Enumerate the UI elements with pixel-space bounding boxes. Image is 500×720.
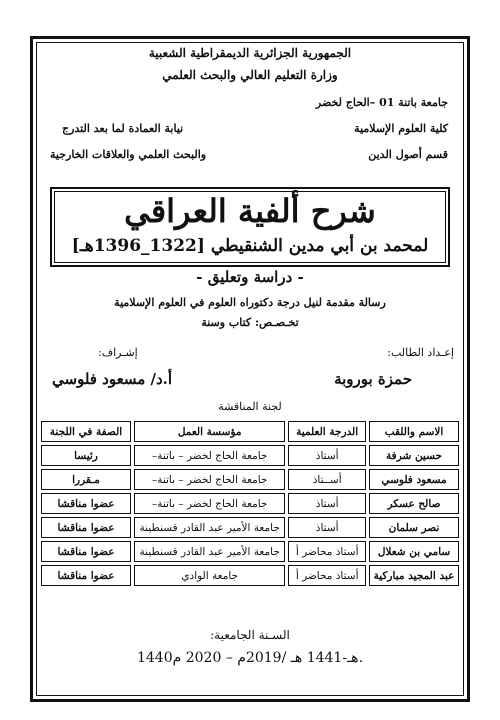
academic-year-label: السـنة الجامعية: [210,628,290,642]
research-line: والبحث العلمي والعلاقات الخارجية [50,148,207,161]
member-role: رئيسا [41,445,131,466]
table-row [41,493,459,514]
thesis-title: شرح ألفية العراقي [124,192,376,230]
member-name: عبد المجيد مباركية [369,565,459,586]
department-line: قسم أصول الدين [368,148,448,161]
thesis-specialty: تخـصـص: كتاب وسنة [201,316,299,329]
committee-title: لجنة المناقشة [218,400,282,413]
header-institution: مؤسسة العمل [134,421,285,442]
member-rank: أستاذ محاضر أ [288,541,366,562]
page-border-inner [36,42,464,696]
header-role: الصفة في اللجنة [41,421,131,442]
thesis-study-type: - دراسة وتعليق - [196,268,304,286]
member-name: صالح عسكر [369,493,459,514]
member-institution: جامعة الحاج لخضر – باتنة– [134,445,285,466]
header-name: الاسم واللقب [369,421,459,442]
ministry-line: وزارة التعليم العالي والبحث العلمي [162,68,338,82]
member-role: مـقررا [41,469,131,490]
member-name: نصر سلمان [369,517,459,538]
student-name: حمزة بوروبة [334,370,412,388]
supervision-label: إشـراف: [98,346,138,359]
faculty-line: كلية العلوم الإسلامية [354,122,448,135]
university-line: جامعة باتنة 01 –الحاج لخضر [315,96,448,109]
republic-line: الجمهورية الجزائرية الديمقراطية الشعبية [148,46,352,60]
member-rank: أستاذ [288,493,366,514]
member-name: مسعود فلوسي [369,469,459,490]
member-rank: أستاذ [288,517,366,538]
member-rank: أستاذ محاضر أ [288,565,366,586]
thesis-purpose: رسالة مقدمة لنيل درجة دكتوراه العلوم في العلوم الإسلامية [114,296,386,309]
member-institution: جامعة الأمير عبد القادر قسنطينة [134,517,285,538]
table-row [41,469,459,490]
member-name: سامي بن شعلال [369,541,459,562]
member-institution: جامعة الحاج لخضر – باتنة– [134,469,285,490]
committee-table [38,418,462,589]
prepared-by-label: إعـداد الطالب: [387,346,454,359]
academic-year: 1440هـ-1441 هـ /2019م – 2020 م. [136,650,364,666]
header-rank: الدرجة العلمية [288,421,366,442]
member-institution: جامعة الوادي [134,565,285,586]
supervisor-name: أ.د/ مسعود فلوسي [52,370,173,388]
member-role: عضوا مناقشا [41,565,131,586]
table-row [41,565,459,586]
table-row [41,445,459,466]
member-role: عضوا مناقشا [41,493,131,514]
member-rank: أســتاذ [288,469,366,490]
member-institution: جامعة الأمير عبد القادر قسنطينة [134,541,285,562]
thesis-author: لمحمد بن أبي مدين الشنقيطي [1322_1396هـ] [71,236,429,256]
member-name: حسين شرفة [369,445,459,466]
table-row [41,517,459,538]
deanship-line: نيابة العمادة لما بعد التدرج [62,122,184,135]
member-rank: أستاذ [288,445,366,466]
member-institution: جامعة الحاج لخضر – باتنة– [134,493,285,514]
member-role: عضوا مناقشا [41,541,131,562]
table-row [41,541,459,562]
committee-header-row [41,421,459,442]
member-role: عضوا مناقشا [41,517,131,538]
